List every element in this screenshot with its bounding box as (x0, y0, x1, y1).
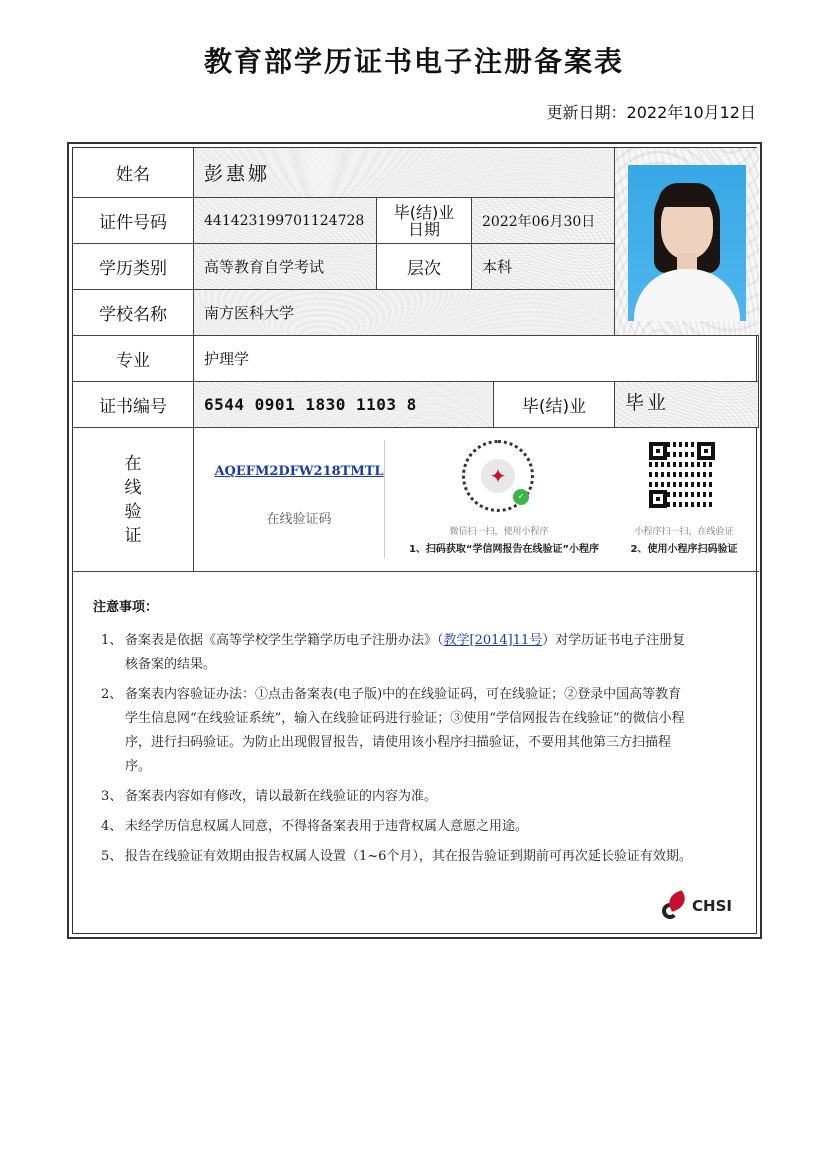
cert-value: 6544 0901 1830 1103 8 (194, 382, 494, 428)
chsi-logo (662, 893, 732, 919)
miniprogram-note: 微信扫一扫，使用小程序 (449, 527, 549, 537)
edu-type-label: 学历类别 (73, 244, 194, 290)
grad-date-value: 2022年06月30日 (472, 198, 615, 244)
id-label: 证件号码 (73, 198, 194, 244)
verify-label-char: 在 (124, 453, 142, 474)
note-text: 报告在线验证有效期由报告权属人设置（1~6个月），其在报告验证到期前可再次延长验证有效期。 (125, 849, 692, 864)
qr-code-icon[interactable] (649, 442, 715, 508)
note-text: 备案表内容验证办法：①点击备案表(电子版)中的在线验证码，可在线验证；②登录中国高等教育学生信息网“在线验证系统”，输入在线验证码进行验证；③使用“学信网报告在线验证”的微信小程序，进行扫码验证。为防止出现假冒报告，请使用该小程序扫描验证，不要用其他第三方扫描程序。 (125, 687, 685, 774)
update-date: 更新日期：2022年10月12日 (546, 103, 756, 122)
note-text: 备案表内容如有修改，请以最新在线验证的内容为准。 (125, 789, 438, 804)
note-text: 备案表是依据《高等学校学生学籍学历电子注册办法》（ (125, 633, 444, 648)
grad-status-value: 毕业 (615, 382, 759, 428)
chsi-bird-icon (662, 893, 688, 919)
qr-step: 2、使用小程序扫码验证 (630, 544, 738, 555)
student-photo (628, 165, 746, 321)
name-value: 彭惠娜 (194, 148, 615, 198)
note-number: 1、 (101, 633, 123, 648)
note-text: ）对学历证书电子注册复核备案的结果。 (125, 633, 686, 672)
photo-cell (615, 148, 759, 336)
record-form-inner (72, 147, 757, 934)
grad-date-label-line1: 毕(结)业 (393, 202, 455, 222)
grad-date-label-line2: 日期 (407, 219, 440, 239)
record-form (67, 142, 762, 939)
qr-note: 小程序扫一扫，在线验证 (634, 527, 734, 537)
note-item (93, 845, 693, 869)
divider (384, 440, 385, 558)
verify-code-label: 在线验证码 (266, 512, 332, 527)
note-item (93, 683, 693, 779)
miniprogram-step: 1、扫码获取“学信网报告在线验证”小程序 (408, 544, 600, 555)
grad-status-label: 毕(结)业 (494, 382, 615, 428)
note-item (93, 815, 693, 839)
id-value: 441423199701124728 (194, 198, 377, 244)
verify-label-char: 证 (124, 525, 142, 546)
bird-logo-icon: ✦ (481, 459, 515, 493)
level-value: 本科 (472, 244, 615, 290)
edu-type-value: 高等教育自学考试 (194, 244, 377, 290)
miniprogram-code[interactable] (462, 440, 534, 512)
verify-area (194, 428, 759, 572)
regulation-link[interactable]: 教学[2014]11号 (443, 633, 543, 648)
wechat-badge-icon: ✓ (513, 489, 529, 505)
verify-label-char: 验 (124, 501, 142, 522)
note-number: 5、 (101, 849, 123, 864)
verify-label-char: 线 (124, 477, 142, 498)
note-text: 未经学历信息权属人同意，不得将备案表用于违背权属人意愿之用途。 (125, 819, 529, 834)
verify-label (73, 428, 194, 572)
major-value: 护理学 (194, 336, 759, 382)
school-label: 学校名称 (73, 290, 194, 336)
notes-title: 注意事项： (93, 600, 159, 615)
cert-label: 证书编号 (73, 382, 194, 428)
note-number: 3、 (101, 789, 123, 804)
major-label: 专业 (73, 336, 194, 382)
chsi-logo-text: CHSI (692, 897, 732, 915)
note-item (93, 785, 693, 809)
notes-section (73, 578, 756, 939)
verify-code-link[interactable]: AQEFM2DFW218TMTL (214, 464, 384, 479)
note-number: 4、 (101, 819, 123, 834)
grad-date-label (377, 198, 472, 244)
school-value: 南方医科大学 (194, 290, 615, 336)
name-label: 姓名 (73, 148, 194, 198)
note-item (93, 629, 693, 677)
note-number: 2、 (101, 687, 123, 702)
page-title: 教育部学历证书电子注册备案表 (203, 45, 624, 78)
level-label: 层次 (377, 244, 472, 290)
